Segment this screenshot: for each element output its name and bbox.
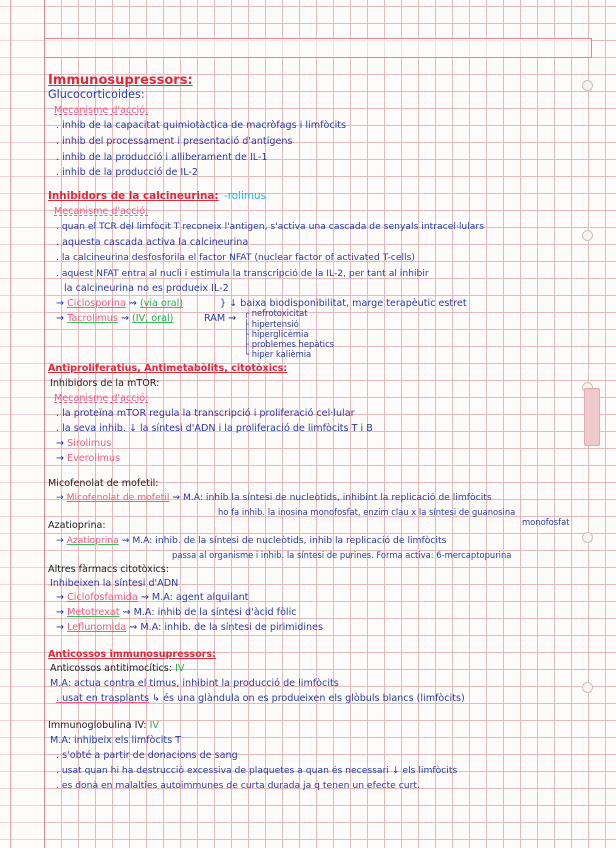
- calci-title: Inhibidors de la calcineurina:: [48, 190, 219, 202]
- margin-edge-line: [10, 0, 11, 848]
- brace-icon: } ↓: [220, 298, 241, 309]
- arrow-icon: →: [56, 298, 68, 309]
- route-arrow-icon: ⇝: [122, 607, 134, 618]
- arrow-icon: →: [56, 607, 68, 618]
- others-row: [56, 591, 248, 605]
- ram-arrow-icon: ⇝: [225, 313, 237, 324]
- ram-item-text: hiperglicèmia: [251, 329, 309, 339]
- drug-micofenolat: Micofenolat de mofetil: [66, 492, 170, 503]
- gluco-mech-label: Mecanisme d'acció:: [54, 105, 149, 116]
- mtor-item: . la seva inhib. ↓ la síntesi d'ADN i la proliferació de limfòcits T i B: [56, 423, 373, 434]
- drug-row-tacrolimus: [56, 312, 173, 326]
- mtor-mech-label: Mecanisme d'acció:: [54, 393, 149, 404]
- drug-azatioprina: Azatioprina: [66, 535, 119, 546]
- branch-icon: ├: [244, 329, 252, 339]
- route-arrow-icon: ⇝: [128, 298, 140, 309]
- others-title: Altres fàrmacs citotòxics:: [48, 564, 170, 575]
- others-ma: M.A: inhib de la síntesi d'àcid fòlic: [133, 607, 297, 618]
- myco-desc2: ho fa inhib. la inosina monofosfat, enzim clau x la síntesi de guanosina: [218, 507, 516, 517]
- mtor-title: Inhibidors de la mTOR:: [50, 378, 160, 389]
- mtor-item: . la proteïna mTOR regula la transcripció i proliferació cel·lular: [56, 408, 355, 419]
- others-row: [56, 606, 297, 620]
- gluco-title: Glucocorticoides:: [48, 88, 145, 101]
- others-sub: Inhibeixen la síntesi d'ADN: [50, 578, 179, 589]
- calci-item: . aquesta cascada activa la calcineurina: [56, 237, 249, 248]
- arrow-icon: →: [56, 622, 68, 633]
- mtor-drug-row: [56, 437, 111, 451]
- drug-ciclofosfamida: Ciclofosfamida: [67, 592, 138, 603]
- calci-item: . quan el TCR del limfòcit T reconeix l'antigen, s'activa una cascada de senyals intracel·lulars: [56, 221, 484, 232]
- atg-use: . usat en trasplants: [56, 693, 149, 704]
- atg-title: Anticossos antitimocítics:: [50, 663, 173, 674]
- ig-row: [48, 719, 159, 733]
- drug-tacrolimus: Tacrolimus: [67, 313, 118, 324]
- myco-title: Micofenolat de mofetil:: [48, 478, 159, 489]
- others-ma: M.A: inhib. de la síntesi de pirimidines: [140, 622, 323, 633]
- ram-item: [244, 308, 308, 319]
- ram-item-text: hipertensió: [251, 319, 299, 329]
- left-margin-lines: [0, 0, 44, 848]
- drug-everolimus: Everolimus: [67, 453, 121, 464]
- arrow-icon: →: [56, 313, 68, 324]
- drug-ciclosporina: Ciclosporina: [67, 298, 126, 309]
- ram-item-text: nefrotoxicitat: [251, 308, 308, 318]
- route-arrow-icon: ⇝: [140, 592, 152, 603]
- ram-label: RAM: [204, 313, 226, 324]
- route-tacrolimus: (IV, oral): [132, 313, 174, 324]
- top-margin-box: [44, 38, 592, 58]
- others-ma: M.A: agent alquilant: [151, 592, 249, 603]
- gluco-item: . inhib de la capacitat quimiotàctica de macròfags i limfòcits: [56, 120, 347, 131]
- atg-route: IV: [175, 663, 185, 674]
- arrow-icon: →: [56, 535, 67, 546]
- atg-note: és una glàndula on es produeixen els glòbuls blancs (limfòcits): [163, 693, 465, 704]
- gluco-item: . inhib de la producció de IL-2: [56, 167, 198, 178]
- route-arrow-icon: ⇝: [120, 313, 133, 324]
- route-arrow-icon: ⇝: [172, 492, 183, 503]
- anti-title: Anticossos immunosupressors:: [48, 649, 216, 660]
- arrow-icon: →: [56, 438, 68, 449]
- route-ciclosporina: (via oral): [139, 298, 184, 309]
- branch-icon: └: [244, 349, 252, 359]
- notes-content: [48, 70, 588, 840]
- myco-desc3: monofosfat: [522, 517, 570, 527]
- myco-row: [56, 491, 492, 505]
- atg-use-row: [56, 692, 465, 706]
- drug-row-ciclosporina: [56, 297, 183, 311]
- arrow-icon: →: [56, 592, 68, 603]
- calci-mech-label: Mecanisme d'acció:: [54, 206, 149, 217]
- atg-row: [50, 662, 185, 676]
- mtor-drug-row: [56, 452, 120, 466]
- ig-title: Immunoglobulina IV:: [48, 720, 147, 731]
- ram-item-text: hiper kalièmia: [251, 349, 312, 359]
- ig-ma: M.A: inhibeix els limfòcits T: [50, 735, 182, 746]
- ram-item: [244, 349, 311, 360]
- drug-metotrexat: Metotrexat: [67, 607, 120, 618]
- aza-desc: M.A: inhib. de la síntesi de nucleòtids, inhib la replicació de limfòcits: [132, 535, 447, 546]
- ig-route: IV: [149, 720, 159, 731]
- branch-icon: ┌: [244, 308, 252, 318]
- branch-icon: ├: [244, 339, 252, 349]
- aza-desc2: passa al organisme i inhib. la síntesi de purines. Forma activa: 6-mercaptopurina: [172, 550, 512, 560]
- gluco-item: . inhib del processament i presentació d'antígens: [56, 136, 293, 147]
- calci-suffix: -rolimus: [224, 190, 267, 202]
- drug-sirolimus: Sirolimus: [67, 438, 112, 449]
- atg-ma: M.A: actua contra el timus, inhibint la producció de limfòcits: [50, 678, 339, 689]
- arrow-icon: →: [56, 492, 67, 503]
- ig-item: . es donà en malalties autoimmunes de curta durada ja q tenen un efecte curt.: [56, 780, 420, 791]
- aza-row: [56, 534, 446, 548]
- calci-item: . aquest NFAT entra al nucli i estimula la transcripció de la IL-2, per tant al inhibir: [56, 268, 429, 279]
- route-arrow-icon: ⇝: [121, 535, 133, 546]
- drug1-note: baixa biodisponibilitat, marge terapèutic estret: [240, 298, 467, 309]
- ram-item-text: problemes hepàtics: [251, 339, 335, 349]
- gluco-item: . inhib de la producció i alliberament de IL-1: [56, 152, 268, 163]
- calci-item: . la calcineurina desfosforila el factor NFAT (nuclear factor of activated T-cells): [56, 252, 415, 263]
- route-arrow-icon: ⇝: [129, 622, 141, 633]
- ig-item: . usat quan hi ha destrucció excessiva de plaquetes a quan és necessari ↓ els limfòcits: [56, 765, 458, 776]
- ig-item: . s'obté a partir de donacions de sang: [56, 750, 238, 761]
- myco-desc: M.A: inhib la síntesi de nucleòtids, inhibint la replicació de limfòcits: [182, 492, 492, 503]
- aza-title: Azatioprina:: [48, 520, 106, 531]
- ram-label-row: [204, 312, 236, 326]
- others-row: [56, 621, 323, 635]
- arrow-icon: ↳: [152, 693, 161, 704]
- arrow-icon: →: [56, 453, 68, 464]
- page-title: Immunosupressors:: [48, 73, 193, 88]
- calci-item: la calcineurina no es produeix IL-2: [64, 283, 229, 294]
- drug-leflunomida: Leflunomida: [67, 622, 127, 633]
- antip-title: Antiproliferatius, Antimetabòlits, citotòxics:: [48, 363, 288, 374]
- branch-icon: ├: [244, 319, 252, 329]
